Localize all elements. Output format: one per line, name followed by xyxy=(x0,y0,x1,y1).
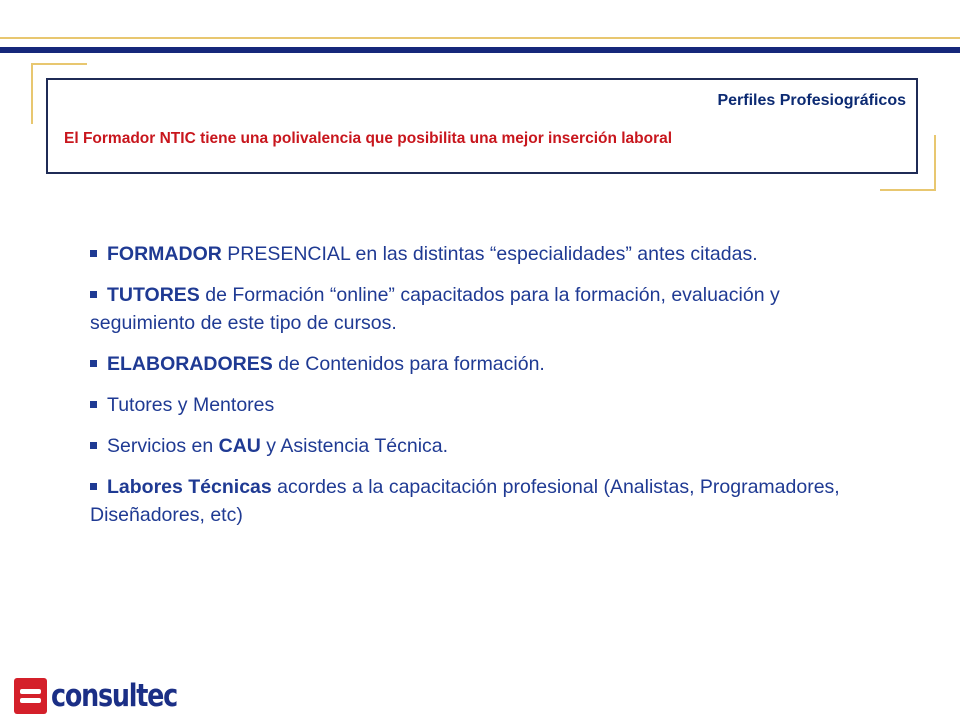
corner-bracket-bottom-right xyxy=(934,135,936,191)
page-subtitle: El Formador NTIC tiene una polivalencia que posibilita una mejor inserción laboral xyxy=(64,130,673,147)
square-bullet-icon xyxy=(90,360,97,367)
list-item xyxy=(90,281,850,337)
square-bullet-icon xyxy=(90,291,97,298)
item-text: y Asistencia Técnica. xyxy=(260,435,449,457)
logo-text: consultec xyxy=(51,677,177,714)
list-item xyxy=(90,473,850,529)
item-text: PRESENCIAL en las distintas “especialidades” antes citadas. xyxy=(221,243,758,265)
list-item xyxy=(90,350,850,378)
item-bold-text: Labores Técnicas xyxy=(107,476,272,498)
item-bold-text: FORMADOR xyxy=(107,243,222,265)
corner-bracket-top-left-vertical xyxy=(31,63,33,124)
item-bold-text: TUTORES xyxy=(107,284,200,306)
list-item xyxy=(90,240,850,268)
bullet-list xyxy=(90,240,850,542)
corner-bracket-bottom-right-horizontal xyxy=(880,189,936,191)
item-bold-text: CAU xyxy=(218,435,261,457)
item-text: Servicios en xyxy=(107,435,219,457)
top-navy-rule xyxy=(0,47,960,53)
header-box xyxy=(46,78,918,174)
logo-mark-icon xyxy=(14,678,47,714)
square-bullet-icon xyxy=(90,401,97,408)
item-text: de Formación “online” capacitados para la formación, evaluación y seguimiento de este tipo de cursos. xyxy=(90,284,780,334)
list-item xyxy=(90,391,850,419)
corner-bracket-top-left xyxy=(31,63,87,65)
item-text: Tutores y Mentores xyxy=(107,394,275,416)
item-text: acordes a la capacitación profesional (Analistas, Programadores, Diseñadores, etc) xyxy=(90,476,840,526)
list-item xyxy=(90,432,850,460)
square-bullet-icon xyxy=(90,483,97,490)
item-text: de Contenidos para formación. xyxy=(272,353,545,375)
top-gold-rule xyxy=(0,37,960,39)
square-bullet-icon xyxy=(90,250,97,257)
page-title: Perfiles Profesiográficos xyxy=(717,92,906,109)
item-bold-text: ELABORADORES xyxy=(107,353,273,375)
square-bullet-icon xyxy=(90,442,97,449)
consultec-logo xyxy=(14,676,205,716)
